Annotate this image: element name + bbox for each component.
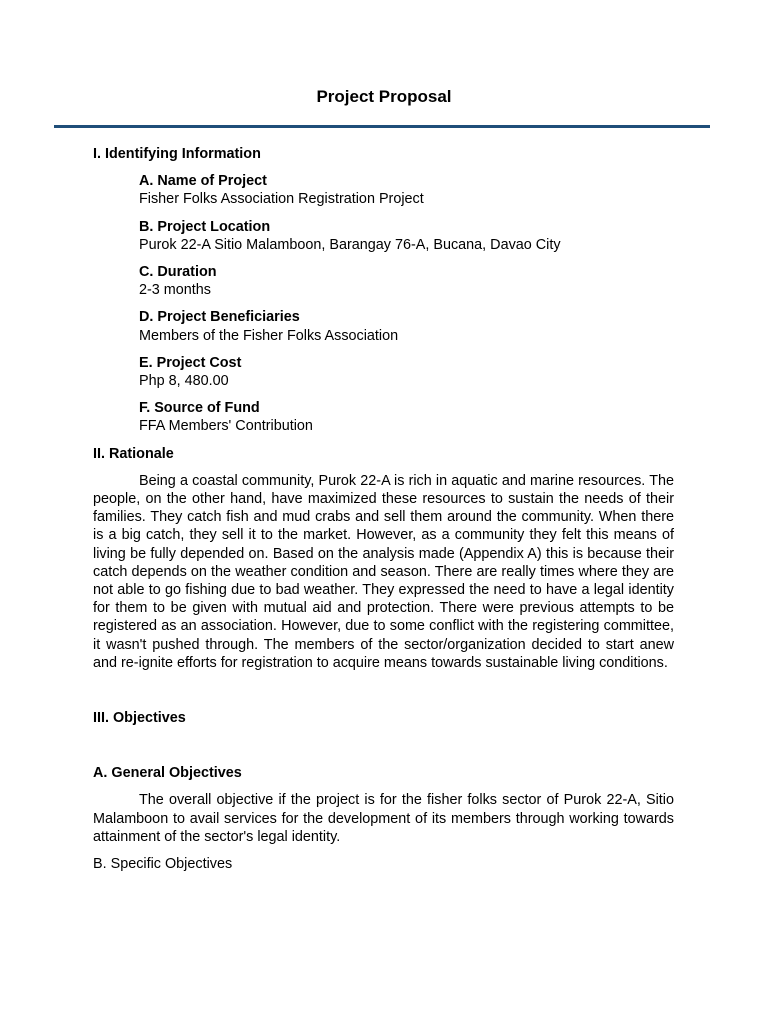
item-value: Php 8, 480.00: [139, 373, 229, 390]
general-objectives-heading: A. General Objectives: [93, 765, 242, 782]
item-value: Members of the Fisher Folks Association: [139, 327, 399, 344]
item-value: 2-3 months: [139, 282, 211, 299]
item-duration: [139, 263, 674, 299]
document-title: Project Proposal: [316, 87, 452, 106]
item-label: E. Project Cost: [139, 354, 242, 371]
item-label: F. Source of Fund: [139, 400, 260, 417]
general-objectives-paragraph: The overall objective if the project is for the fisher folks sector of Purok 22-A, Sitio Malamboon to avail services for the development of its members through working towards attainment of the sector's legal identity.: [93, 792, 674, 845]
item-project-beneficiaries: [139, 308, 674, 344]
item-label: C. Duration: [139, 264, 217, 281]
item-value: FFA Members' Contribution: [139, 418, 313, 435]
rationale-paragraph: Being a coastal community, Purok 22-A is rich in aquatic and marine resources. The people, on the other hand, have maximized these resources to sustain the needs of their families. They catch fish and mud crabs and sell them around the community. When there is a big catch, they sell it to the market. However, as a community they felt this means of living be fully depended on. Based on the analysis made (Appendix A) this is because their catch depends on the weather condition and season. There are really times where they are not able to go fishing due to bad weather. They expressed the need to have a legal identity for them to be given with mutual aid and protection. There were previous attempts to be registered as an association. However, due to some conflict with the registering committee, it wasn't pushed through. The members of the sector/organization decided to start anew and re-ignite efforts for registration to acquire means towards sustainable living conditions.: [93, 472, 674, 671]
item-value: Purok 22-A Sitio Malamboon, Barangay 76-A, Bucana, Davao City: [139, 236, 561, 253]
item-project-cost: [139, 354, 674, 390]
section-heading-identifying-information: I. Identifying Information: [93, 146, 261, 162]
section-heading-rationale: II. Rationale: [93, 445, 174, 462]
item-value: Fisher Folks Association Registration Project: [139, 191, 424, 208]
item-label: D. Project Beneficiaries: [139, 309, 300, 326]
item-label: B. Project Location: [139, 218, 271, 235]
document-body: [93, 145, 674, 873]
specific-objectives-heading: B. Specific Objectives: [93, 856, 233, 873]
section-heading-objectives: III. Objectives: [93, 710, 186, 727]
item-project-location: [139, 218, 674, 254]
item-label: A. Name of Project: [139, 173, 267, 190]
title-divider: [54, 125, 710, 128]
item-source-of-fund: [139, 399, 674, 435]
item-name-of-project: [139, 172, 674, 208]
